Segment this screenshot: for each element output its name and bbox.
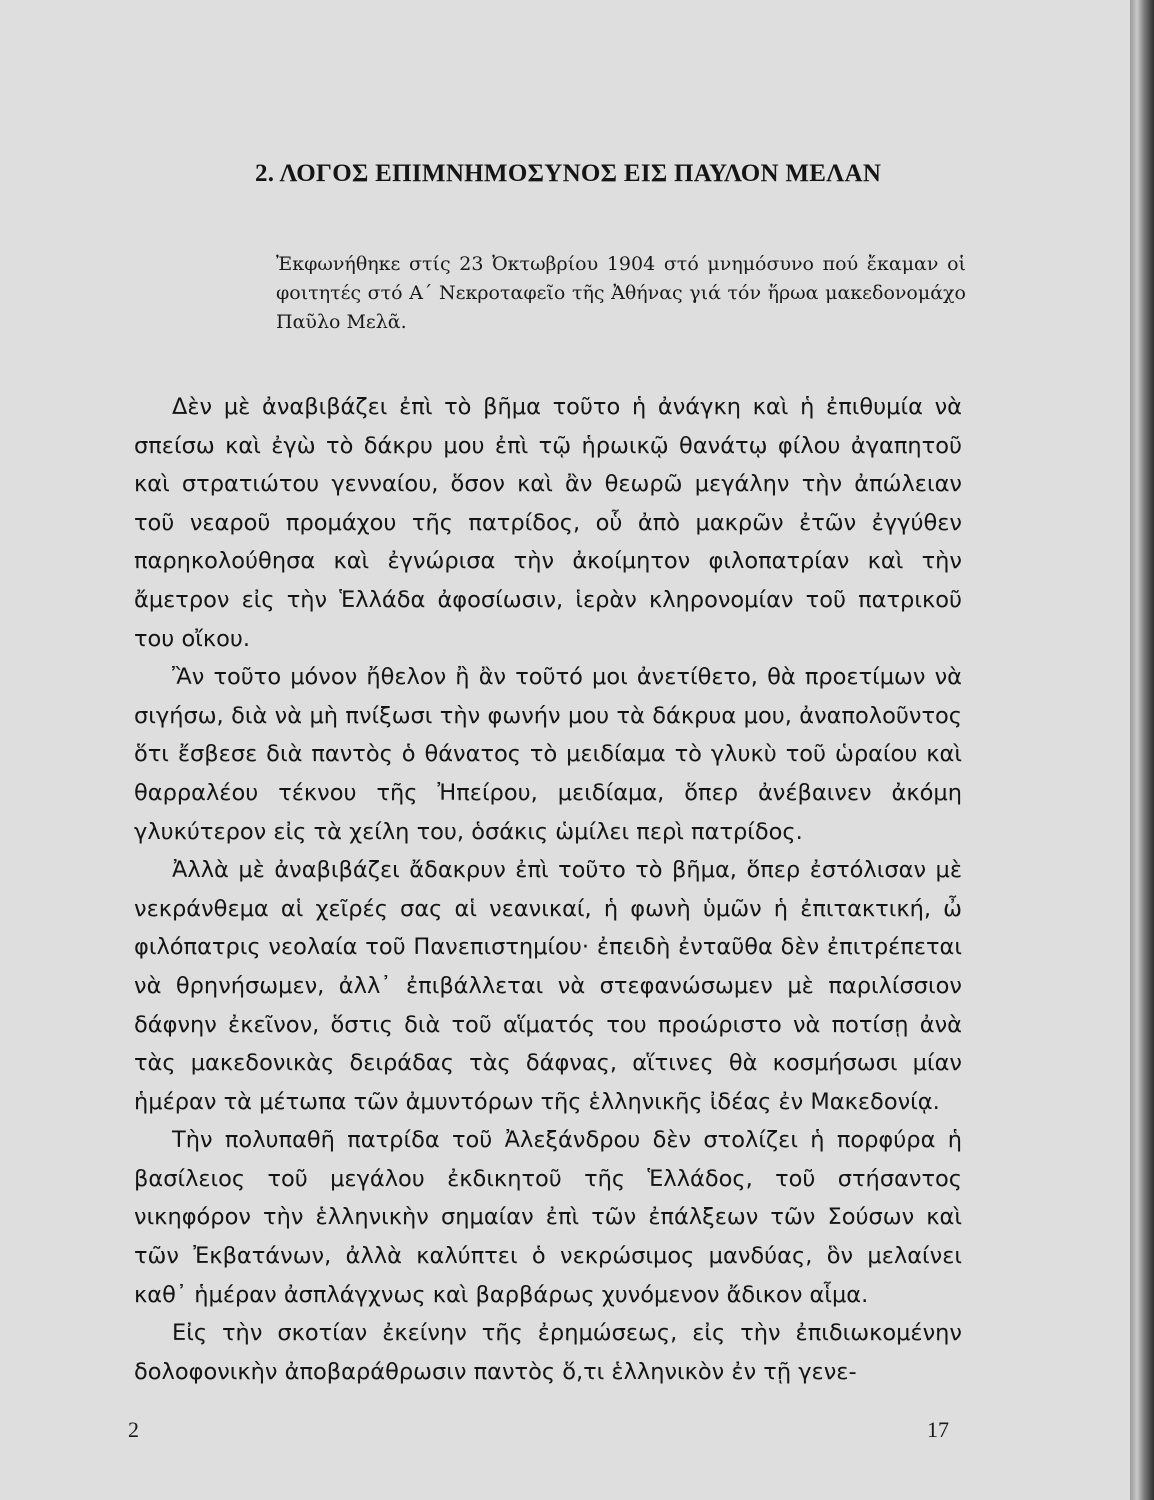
- paragraph: Δὲν μὲ ἀναβιβάζει ἐπὶ τὸ βῆμα τοῦτο ἡ ἀνάγκη καὶ ἡ ἐπιθυμία νὰ σπείσω καὶ ἐγὼ τὸ δάκρυ μου ἐπὶ τῷ ἡρωικῷ θανάτῳ φίλου ἀγαπητοῦ καὶ στρατιώτου γενναίου, ὅσον καὶ ἂν θεωρῶ μεγάλην τὴν ἀπώλειαν τοῦ νεαροῦ προμάχου τῆς πατρίδος, οὗ ἀπὸ μακρῶν ἐτῶν ἐγγύθεν παρηκολούθησα καὶ ἐγνώρισα τὴν ἀκοίμητον φιλοπατρίαν καὶ τὴν ἄμετρον εἰς τὴν Ἑλλάδα ἀφοσίωσιν, ἱερὰν κληρονομίαν τοῦ πατρικοῦ του οἴκου.: [134, 394, 962, 652]
- chapter-subtitle: Ἐκφωνήθηκε στίς 23 Ὀκτωβρίου 1904 στό μνημόσυνο πού ἔκαμαν οἱ φοιτητές στό Α΄ Νεκροταφεῖο τῆς Ἀθήνας γιά τόν ἥρωα μακεδονομάχο Παῦλο Μελᾶ.: [276, 253, 966, 333]
- paragraph: Ἀλλὰ μὲ ἀναβιβάζει ἄδακρυν ἐπὶ τοῦτο τὸ βῆμα, ὅπερ ἐστόλισαν μὲ νεκράνθεμα αἱ χεῖρές σας αἱ νεανικαί, ἡ φωνὴ ὑμῶν ἡ ἐπιτακτική, ὦ φιλόπατρις νεολαία τοῦ Πανεπιστημίου· ἐπειδὴ ἐνταῦθα δὲν ἐπιτρέπεται νὰ θρηνήσωμεν, ἀλλ᾽ ἐπιβάλλεται νὰ στεφανώσωμεν μὲ παριλίσσιον δάφνην ἐκεῖνον, ὅστις διὰ τοῦ αἵματός του προώριστο νὰ ποτίσῃ ἀνὰ τὰς μακεδονικὰς δειράδας τὰς δάφνας, αἵτινες θὰ κοσμήσωσι μίαν ἡμέραν τὰ μέτωπα τῶν ἀμυντόρων τῆς ἑλληνικῆς ἰδέας ἐν Μακεδονίᾳ.: [134, 857, 962, 1115]
- paragraph: Ἂν τοῦτο μόνον ἤθελον ἢ ἂν τοῦτό μοι ἀνετίθετο, θὰ προετίμων νὰ σιγήσω, διὰ νὰ μὴ πνίξωσι τὴν φωνήν μου τὰ δάκρυα μου, ἀναπολοῦντος ὅτι ἔσβεσε διὰ παντὸς ὁ θάνατος τὸ μειδίαμα τὸ γλυκὺ τοῦ ὡραίου καὶ θαρραλέου τέκνου τῆς Ἠπείρου, μειδίαμα, ὅπερ ἀνέβαινεν ἀκόμη γλυκύτερον εἰς τὰ χείλη του, ὁσάκις ὡμίλει περὶ πατρίδος.: [134, 664, 962, 845]
- signature-number: 2: [128, 1417, 139, 1442]
- page-edge: [1130, 0, 1154, 1500]
- body-text: [134, 388, 962, 1391]
- chapter-title: 2. ΛΟΓΟΣ ΕΠΙΜΝΗΜΟΣΥΝΟΣ ΕΙΣ ΠΑΥΛΟΝ ΜΕΛΑΝ: [255, 160, 882, 187]
- paragraph: Τὴν πολυπαθῆ πατρίδα τοῦ Ἀλεξάνδρου δὲν στολίζει ἡ πορφύρα ἡ βασίλειος τοῦ μεγάλου ἐκδικητοῦ τῆς Ἑλλάδος, τοῦ στήσαντος νικηφόρον τὴν ἑλληνικὴν σημαίαν ἐπὶ τῶν ἐπάλξεων τῶν Σούσων καὶ τῶν Ἐκβατάνων, ἀλλὰ καλύπτει ὁ νεκρώσιμος μανδύας, ὃν μελαίνει καθ᾽ ἡμέραν ἀσπλάγχνως καὶ βαρβάρως χυνόμενον ἄδικον αἷμα.: [134, 1127, 962, 1308]
- page-number: 17: [927, 1417, 949, 1442]
- paragraph: Εἰς τὴν σκοτίαν ἐκείνην τῆς ἐρημώσεως, εἰς τὴν ἐπιδιωκομένην δολοφονικὴν ἀποβαράθρωσιν παντὸς ὅ,τι ἑλληνικὸν ἐν τῇ γενε-: [134, 1320, 962, 1385]
